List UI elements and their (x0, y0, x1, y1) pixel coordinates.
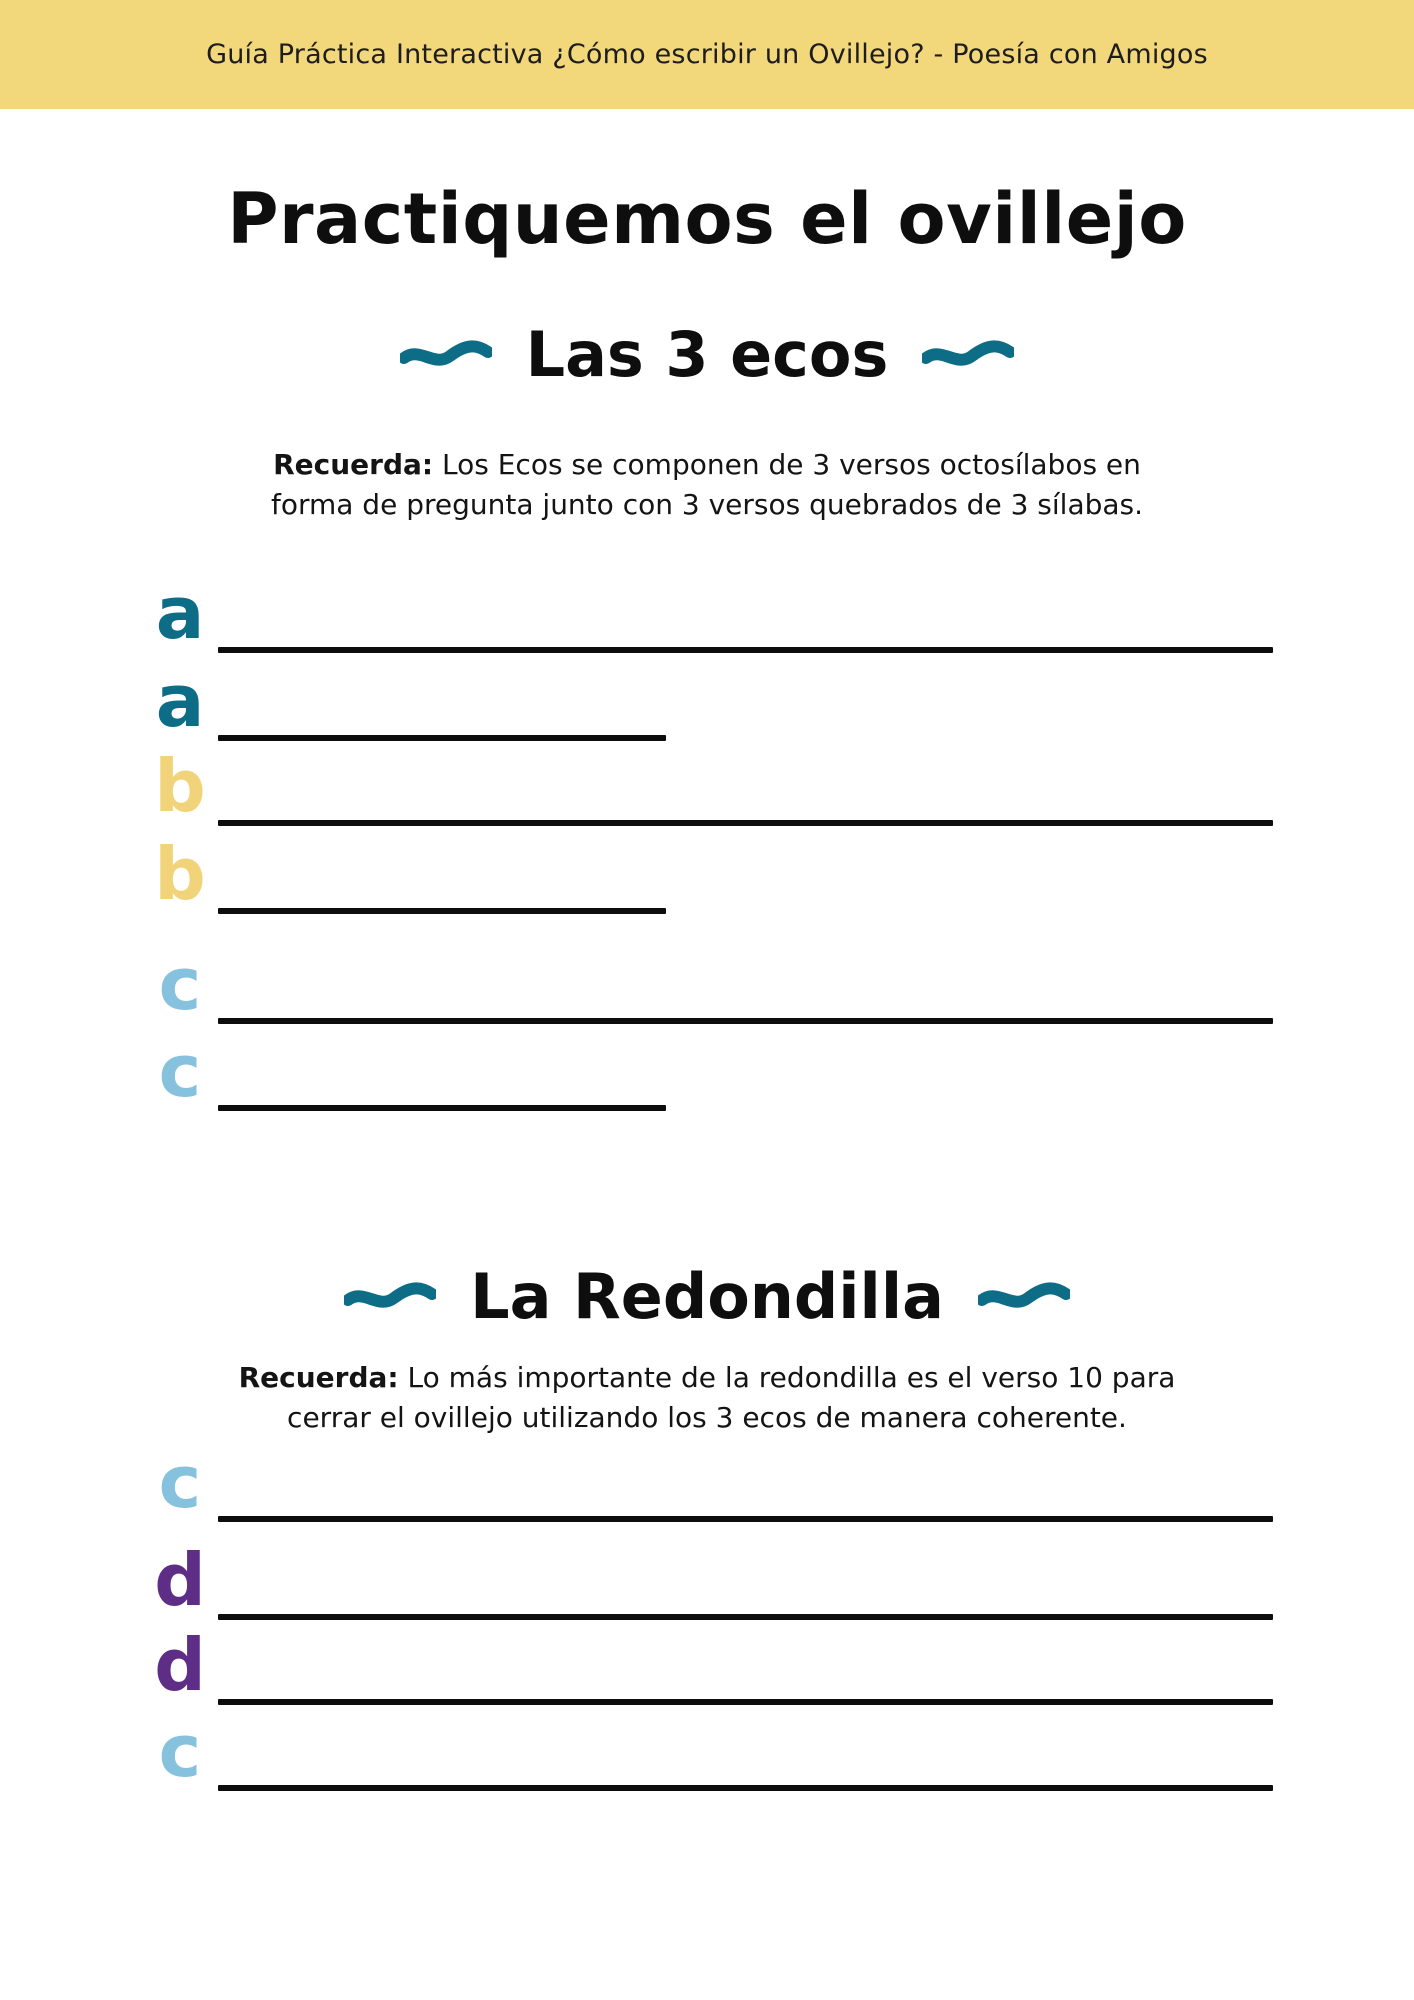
ecos-verse-2[interactable] (150, 661, 1275, 741)
redondilla-verse-4[interactable] (150, 1711, 1275, 1791)
redondilla-verse-1[interactable] (150, 1442, 1275, 1522)
wave-left-icon (400, 338, 492, 372)
rhyme-letter: a (155, 571, 205, 655)
redondilla-note-label: Recuerda: (238, 1361, 399, 1394)
rhyme-letter: a (155, 659, 205, 743)
ecos-note-label: Recuerda: (273, 448, 434, 481)
redondilla-verse-2[interactable] (150, 1540, 1275, 1620)
wave-right-icon (978, 1280, 1070, 1314)
banner-text: Guía Práctica Interactiva ¿Cómo escribir un Ovillejo? - Poesía con Amigos (206, 39, 1208, 70)
ecos-verse-6[interactable] (150, 1031, 1275, 1111)
ecos-verse-1[interactable] (150, 573, 1275, 653)
top-banner (0, 0, 1414, 109)
ecos-verse-3[interactable] (150, 746, 1275, 826)
ecos-heading (0, 318, 1414, 391)
redondilla-verse-3[interactable] (150, 1625, 1275, 1705)
writing-line[interactable] (218, 647, 1273, 653)
rhyme-letter: d (154, 1538, 206, 1622)
writing-line[interactable] (218, 820, 1273, 826)
rhyme-letter: d (154, 1623, 206, 1707)
writing-line[interactable] (218, 735, 666, 741)
redondilla-heading-text: La Redondilla (470, 1260, 944, 1333)
ecos-note-line2: forma de pregunta junto con 3 versos quebrados de 3 sílabas. (270, 488, 1144, 521)
ecos-note-line1: Los Ecos se componen de 3 versos octosílabos en (442, 448, 1141, 481)
writing-line[interactable] (218, 1785, 1273, 1791)
wave-left-icon (344, 1280, 436, 1314)
redondilla-heading (0, 1260, 1414, 1333)
ecos-note (0, 445, 1414, 525)
ecos-verse-4[interactable] (150, 834, 1275, 914)
rhyme-letter: c (158, 1440, 202, 1524)
ecos-heading-text: Las 3 ecos (525, 318, 889, 391)
wave-right-icon (922, 338, 1014, 372)
rhyme-letter: b (154, 744, 206, 828)
redondilla-note (0, 1358, 1414, 1438)
writing-line[interactable] (218, 1516, 1273, 1522)
rhyme-letter: c (158, 1029, 202, 1113)
rhyme-letter: b (154, 832, 206, 916)
writing-line[interactable] (218, 1614, 1273, 1620)
writing-line[interactable] (218, 1699, 1273, 1705)
writing-line[interactable] (218, 1105, 666, 1111)
redondilla-note-line1: Lo más importante de la redondilla es el verso 10 para (407, 1361, 1176, 1394)
writing-line[interactable] (218, 1018, 1273, 1024)
writing-line[interactable] (218, 908, 666, 914)
redondilla-note-line2: cerrar el ovillejo utilizando los 3 ecos de manera coherente. (287, 1401, 1127, 1434)
page-title: Practiquemos el ovillejo (227, 178, 1187, 260)
ecos-verse-5[interactable] (150, 944, 1275, 1024)
rhyme-letter: c (158, 942, 202, 1026)
rhyme-letter: c (158, 1709, 202, 1793)
